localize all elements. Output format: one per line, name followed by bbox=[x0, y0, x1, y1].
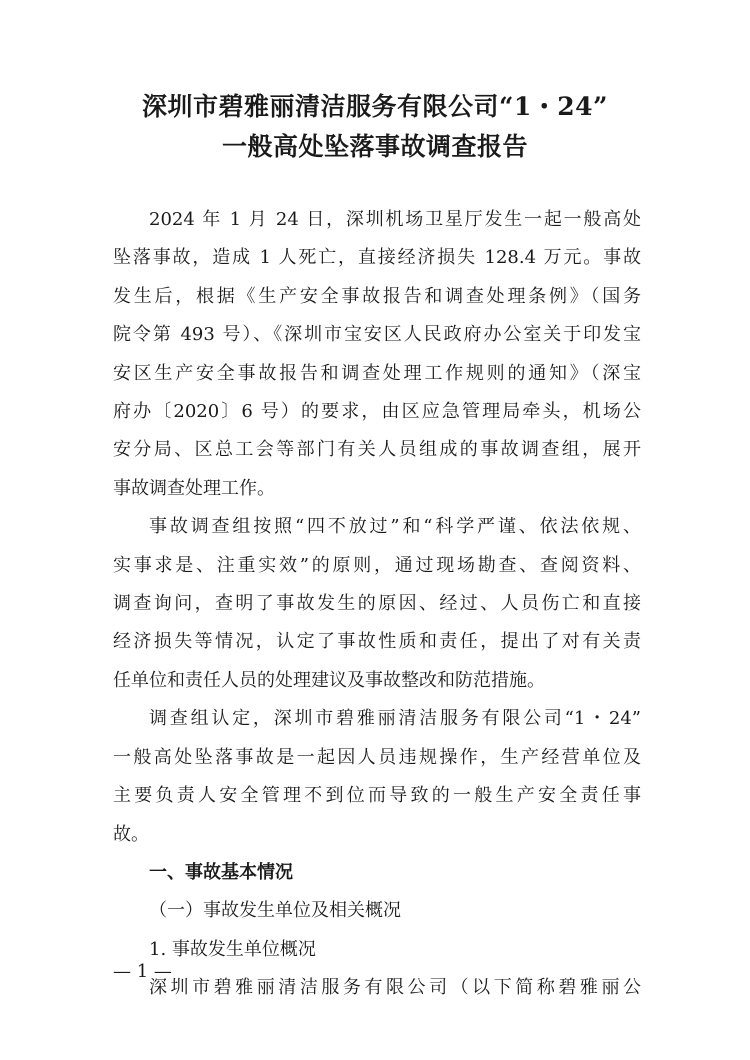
report-body bbox=[113, 201, 641, 1008]
paragraph-3-line-2: 一般高处坠落事故是一起因人员违规操作，生产经营单位及 bbox=[113, 746, 641, 768]
paragraph-1 bbox=[113, 201, 641, 508]
report-title-line-1: 深圳市碧雅丽清洁服务有限公司“1・24” bbox=[142, 92, 608, 121]
paragraph-4-line-1: 深圳市碧雅丽清洁服务有限公司（以下简称碧雅丽公 bbox=[149, 977, 641, 999]
paragraph-2-line-5: 任单位和责任人员的处理建议及事故整改和防范措施。 bbox=[113, 669, 545, 691]
paragraph-1-line-1: 2024 年 1 月 24 日，深圳机场卫星厅发生一起一般高处 bbox=[149, 209, 641, 230]
paragraph-1-line-5: 安区生产安全事故报告和调查处理工作规则的通知》（深宝 bbox=[113, 362, 641, 384]
subsection-heading: （一）事故发生单位及相关概况 bbox=[149, 900, 401, 922]
paragraph-1-line-3: 发生后，根据《生产安全事故报告和调查处理条例》（国务 bbox=[113, 285, 641, 307]
paragraph-2-line-1: 事故调查组按照“四不放过”和“科学严谨、依法依规、 bbox=[149, 516, 641, 538]
paragraph-2-line-4: 经济损失等情况，认定了事故性质和责任，提出了对有关责 bbox=[113, 631, 641, 653]
paragraph-3-line-1: 调查组认定，深圳市碧雅丽清洁服务有限公司“1・24” bbox=[149, 708, 641, 730]
paragraph-2 bbox=[113, 508, 641, 700]
paragraph-2-line-2: 实事求是、注重实效”的原则，通过现场勘查、查阅资料、 bbox=[113, 554, 641, 576]
paragraph-2-line-3: 调查询问，查明了事故发生的原因、经过、人员伤亡和直接 bbox=[113, 593, 641, 615]
paragraph-1-line-7: 安分局、区总工会等部门有关人员组成的事故调查组，展开 bbox=[113, 439, 641, 461]
paragraph-1-line-2: 坠落事故，造成 1 人死亡，直接经济损失 128.4 万元。事故 bbox=[113, 247, 641, 269]
item-heading: 1. 事故发生单位概况 bbox=[149, 938, 316, 960]
paragraph-3-line-4: 故。 bbox=[113, 823, 149, 845]
paragraph-1-line-8: 事故调查处理工作。 bbox=[113, 477, 275, 499]
section-heading: 一、事故基本情况 bbox=[149, 861, 293, 883]
paragraph-3 bbox=[113, 700, 641, 854]
page-number: — 1 — bbox=[113, 961, 172, 982]
paragraph-3-line-3: 主要负责人安全管理不到位而导致的一般生产安全责任事 bbox=[113, 785, 641, 807]
report-title-line-2: 一般高处坠落事故调查报告 bbox=[221, 132, 528, 161]
paragraph-1-line-6: 府办〔2020〕6 号）的要求，由区应急管理局牵头，机场公 bbox=[113, 401, 641, 423]
paragraph-1-line-4: 院令第 493 号）、《深圳市宝安区人民政府办公室关于印发宝 bbox=[113, 324, 641, 346]
